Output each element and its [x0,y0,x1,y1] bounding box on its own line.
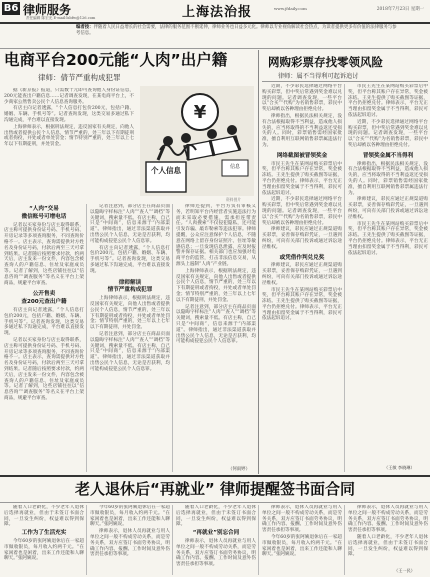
editor-note-text: 伴随着人民日益增长的社会需要，法律的服务范围不断延伸，律师业务也日益多元化。律师以专业视角解读社会热点，为读者提供更多有价值的法律服务与参考信息。 [76,25,397,36]
right-text2-b: 近期，不少彩民选择通过网络平台购买彩票，但中奖后常遇到奖金难以兑现的问题。记者调查发现，一些平台以“合买”“代购”为名销售彩票，彩民中奖后却被以各种理由拒绝兑付。 [348,119,428,148]
right-text1: 市民王先生在某网站购买彩票后中奖，但平台称其账户存在异常，奖金被冻结。王先生提供了购买截图等证据，平台仍拒绝兑付。律师表示，平台无正当理由扣留奖金属于不当得利，彩民可依法起诉追讨。 [262,161,342,196]
right-lead-b: 律师指出，根据民法相关规定，没有合法根据取得不当利益，造成他人损失的，应当将取得的不当利益返还受损失的人。同时，彩票销售需经国家批准，擅自利用互联网销售彩票属违法行为。 [262,113,342,148]
left-col3-text-b: 上海律师表示，根据刑法规定，违反国家有关规定，向他人出售或者提供公民个人信息，情节严重的，处三年以下有期徒刑或者拘役，并处或者单处罚金；情节特别严重的，处三年以上七年以下有期徒刑，并处罚金。 [176,268,256,303]
right-text1-c: 律师建议，彩民应通过正规渠道购买彩票，妥善保存购彩凭证，一旦遇到纠纷，可向有关部门投诉或通过诉讼途径维权。 [262,227,342,250]
bottom-text2-b: 律师表示，退休人员再就业与用人单位之间一般不构成劳动关系，而是劳务关系，双方应签订书面劳务协议，明确工作内容、报酬、工作时间及意外伤害责任承担等事项。 [262,505,342,534]
bottom-text2-a: 律师表示，退休人员再就业与用人单位之间一般不构成劳动关系，而是劳务关系，双方应签订书面劳务协议，明确工作内容、报酬、工作时间及意外伤害责任承担等事项。 [90,529,170,558]
left-col1-sub2: 微信账号可增电话 [21,213,67,220]
bottom-text1-d: 今年60岁的张阿姨退休后在一家超市做收银员，每月收入约两千元。“在家闲着也是闲着，出来工作还能和人聊聊天。”张阿姨说。 [262,534,342,558]
right-subhead: 律师：属不当得利可起诉追讨 [278,73,359,80]
left-col1-text: 记者以买家身份与店主取得联系，店主称可提供身份证号码、手机号码、开房记录等多项查询服务，不同查询价格不一。店主表示，查询需提供对方姓名及身份证号码，付款后两至三天可拿到结果。记者随后按照要求付款，约两天后，店主发来一份文件，内容包含被查询人的户籍信息、住址及家庭成员等。记者了解到，这些店铺往往以“信息咨询”“调查服务”等名义在平台上架商品，规避平台审查。 [4,222,84,286]
editor-note-label: 编者按： [76,25,94,30]
left-col1-text3: 记者以买家身份与店主取得联系，店主称可提供身份证号码、手机号码、开房记录等多项查询服务，不同查询价格不一。店主表示，查询需提供对方姓名及身份证号码，付款后两至三天可拿到结果。记者随后按照要求付款，约两天后，店主发来一份文件，内容包含被查询人的户籍信息、住址及家庭成员等。记者了解到，这些店铺往往以“信息咨询”“调查服务”等名义在平台上架商品，规避平台审查。 [4,337,84,401]
right-sub3: 或凭借作判兑兑奖 [279,254,325,261]
masthead-logo: 上海法治报 [182,5,253,20]
left-col1-text2: 有店主向记者透露，“个人信息打包价200元，包括户籍、婚姻、车辆、手机号等”。记者查询发现，这类交易多通过私下沟通完成，平台难以直接发现。 [4,307,84,337]
left-col2-text2: 上海律师表示，根据刑法规定，违反国家有关规定，向他人出售或者提供公民个人信息，情节严重的，处三年以下有期徒刑或者拘役，并处或者单处罚金；情节特别严重的，处三年以上七年以下有期徒刑，并处罚金。 [90,296,170,331]
left-lead-text-2: 有店主向记者透露，“个人信息打包价200元，包括户籍、婚姻、车辆、手机号等”。记者查询发现，这类交易多通过私下沟通完成，平台难以直接发现。 [4,106,134,123]
right-sub1: 网络截图被冒领奖金 [276,152,328,159]
left-byline: （何雨婷） [228,467,250,472]
right-col-2 [348,84,428,464]
left-lead-text-3: 上海律师表示，根据刑法规定，违反国家有关规定，向他人出售或者提供公民个人信息，情节严重的，处三年以下有期徒刑或者拘役，并处或者单处罚金；情节特别严重的，处三年以上七年以下有期徒刑，并处罚金。 [4,124,134,148]
left-col-2 [90,204,170,472]
bottom-lead-b: 随着人口老龄化，不少老年人退休后选择再就业，但由于未签订书面合同，一旦发生纠纷，权益难以得到保障。 [348,534,428,558]
left-col3-text: 律师还提到，平台方负有审核义务，若明知平台内经营者实施违法行为而未采取必要措施，需承担连带责任。“人肉搜索”不仅侵犯隐私，还可能引发诈骗、敲诈勒索等违法犯罪。律师提醒，公众应注意保护个人信息，不随意在网络上留存身份证照片、住址等敏感信息；一旦发现信息泄露，应及时报警并保存证据。相关部门也应加强对电商平台的监管，打击非法信息交易，从源头上遏制“人肉”产业链。 [176,204,256,267]
left-col2-text3: 记者注意到，部分店主在商品页面以隐晦字样标注“人肉”“查人”“调档”等关键词，搜索量不低。有店主称，自己只是“中间商”，信息来源于“内部渠道”。律师指出，通过非法渠道获取并出售公民个人信息，无论是否获利，均可能构成侵犯公民个人信息罪。 [90,331,170,372]
bottom-lead: 随着人口老龄化，不少老年人退休后选择再就业，但由于未签订书面合同，一旦发生纠纷，权益难以得到保障。 [4,505,84,528]
right-lead: 近期，不少彩民选择通过网络平台购买彩票，但中奖后常遇到奖金难以兑现的问题。记者调查发现，一些平台以“合买”“代购”为名销售彩票，彩民中奖后却被以各种理由拒绝兑付。 [262,84,342,113]
right-headline: 网购彩票存找零领风险 [268,55,383,69]
section-mark: B6 [3,3,19,14]
bottom-text1-b: 今年60岁的张阿姨退休后在一家超市做收银员，每月收入约两千元。“在家闲着也是闲着，出来工作还能和人聊聊天。”张阿姨说。 [90,505,170,528]
left-col2-sub2: 情节严重构成犯罪 [107,287,153,294]
bottom-col-3 [176,505,256,575]
right-text1-b: 近期，不少彩民选择通过网络平台购买彩票，但中奖后常遇到奖金难以兑现的问题。记者调查发现，一些平台以“合买”“代购”为名销售彩票，彩民中奖后却被以各种理由拒绝兑付。 [262,197,342,226]
svg-text:¥: ¥ [193,102,207,123]
left-col3-text-c: 记者注意到，部分店主在商品页面以隐晦字样标注“人肉”“查人”“调档”等关键词，搜索量不低。有店主称，自己只是“中间商”，信息来源于“内部渠道”。律师指出，通过非法渠道获取并出售公民个人信息，无论是否获利，均可能构成侵犯公民个人信息罪。 [176,304,256,345]
editor-line: 责任编辑 陈宏光 E-mail:lsbfw@126.com [26,16,96,20]
left-col2-text-b: 有店主向记者透露，“个人信息打包价200元，包括户籍、婚姻、车辆、手机号等”。记者查询发现，这类交易多通过私下沟通完成，平台难以直接发现。 [90,245,170,274]
bottom-headline: 老人退休后“再就业” 律师提醒签书面合同 [75,480,355,498]
right-text2: 律师指出，根据民法相关规定，没有合法根据取得不当利益，造成他人损失的，应当将取得的不当利益返还受损失的人。同时，彩票销售需经国家批准，擅自利用互联网销售彩票属违法行为。 [348,161,428,196]
left-col1-sub3: 公开售卖 [32,291,56,298]
page-header [0,0,430,24]
illustration-svg [140,86,254,196]
bottom-text1: 今年60岁的张阿姨退休后在一家超市做收银员，每月收入约两千元。“在家闲着也是闲着，出来工作还能和人聊聊天。”张阿姨说。 [4,538,84,562]
left-col-3 [176,204,256,466]
issue-date: 2018年7月23日 星期一 [376,7,424,12]
right-text2-a: 市民王先生在某网站购买彩票后中奖，但平台称其账户存在异常，奖金被冻结。王先生提供了购买截图等证据，平台仍拒绝兑付。律师表示，平台无正当理由扣留奖金属于不当得利，彩民可依法起诉追讨。 [348,84,428,118]
masthead-url: www.jfdaily.com [274,6,307,11]
right-sub2: 冒领奖金属不当得利 [362,152,414,159]
right-text2-c: 律师建议，彩民应通过正规渠道购买彩票，妥善保存购彩凭证，一旦遇到纠纷，可向有关部门投诉或通过诉讼途径维权。 [348,197,428,220]
left-subhead: 律师：倩节严重构成犯罪 [38,73,121,82]
right-byline: （王敏 李晓琳） [384,465,415,470]
bottom-byline: （王一民） [394,568,415,573]
image-label-personal-info: 个人信息 [151,166,181,175]
left-lead [4,88,134,196]
bottom-sub2: “再就业”别忘合同 [192,530,240,537]
left-col-1 [4,204,84,472]
right-text3-b: 市民王先生在某网站购买彩票后中奖，但平台称其账户存在异常，奖金被冻结。王先生提供了购买截图等证据，平台仍拒绝兑付。律师表示，平台无正当理由扣留奖金属于不当得利，彩民可依法起诉追讨。 [262,287,342,322]
photo-credit: 资料图片 [226,197,242,202]
bottom-col-2 [90,505,170,575]
bottom-col-4 [262,505,342,575]
left-col2-text: 记者注意到，部分店主在商品页面以隐晦字样标注“人肉”“查人”“调档”等关键词，搜索量不低。有店主称，自己只是“中间商”，信息来源于“内部渠道”。律师指出，通过非法渠道获取并出售公民个人信息，无论是否获利，均可能构成侵犯公民个人信息罪。 [90,204,170,244]
right-text2-d: 市民王先生在某网站购买彩票后中奖，但平台称其账户存在异常，奖金被冻结。王先生提供了购买截图等证据，平台仍拒绝兑付。律师表示，平台无正当理由扣留奖金属于不当得利，彩民可依法起诉追讨。 [348,221,428,256]
left-headline: 电商平台200元能“人肉”出户籍 [4,51,228,69]
image-label-info: 信息 [229,164,240,170]
right-col-1 [262,84,342,472]
bottom-sub1: 工作为了生活充实 [21,530,67,537]
left-col2-sub: 律师解读 [118,279,142,286]
right-text3: 律师建议，彩民应通过正规渠道购买彩票，妥善保存购彩凭证，一旦遇到纠纷，可向有关部门投诉或通过诉讼途径维权。 [262,263,342,286]
left-col1-sub4: 查200元查出户籍 [21,299,67,306]
bottom-text2-c: 律师表示，退休人员再就业与用人单位之间一般不构成劳动关系，而是劳务关系，双方应签订书面劳务协议，明确工作内容、报酬、工作时间及意外伤害责任承担等事项。 [348,505,428,534]
illustration [140,86,254,196]
bottom-col-5 [348,505,428,567]
left-col1-sub1: “人肉”交易 [29,206,59,212]
bottom-col-1 [4,505,84,575]
bottom-text1-c: 随着人口老龄化，不少老年人退休后选择再就业，但由于未签订书面合同，一旦发生纠纷，权益难以得到保障。 [176,505,256,528]
left-lead-text: 据《新京报》报道，只需数十元即可查询他人身份证信息，200元能查出户籍信息……记者调查发现，在某电商平台上，不少商家公然售卖公民个人信息查询服务。 [4,88,134,105]
bottom-text2: 律师表示，退休人员再就业与用人单位之间一般不构成劳动关系，而是劳务关系，双方应签订书面劳务协议，明确工作内容、报酬、工作时间及意外伤害责任承担等事项。 [176,538,256,568]
editor-note [76,25,398,47]
section-title: 律师服务 [23,3,72,17]
